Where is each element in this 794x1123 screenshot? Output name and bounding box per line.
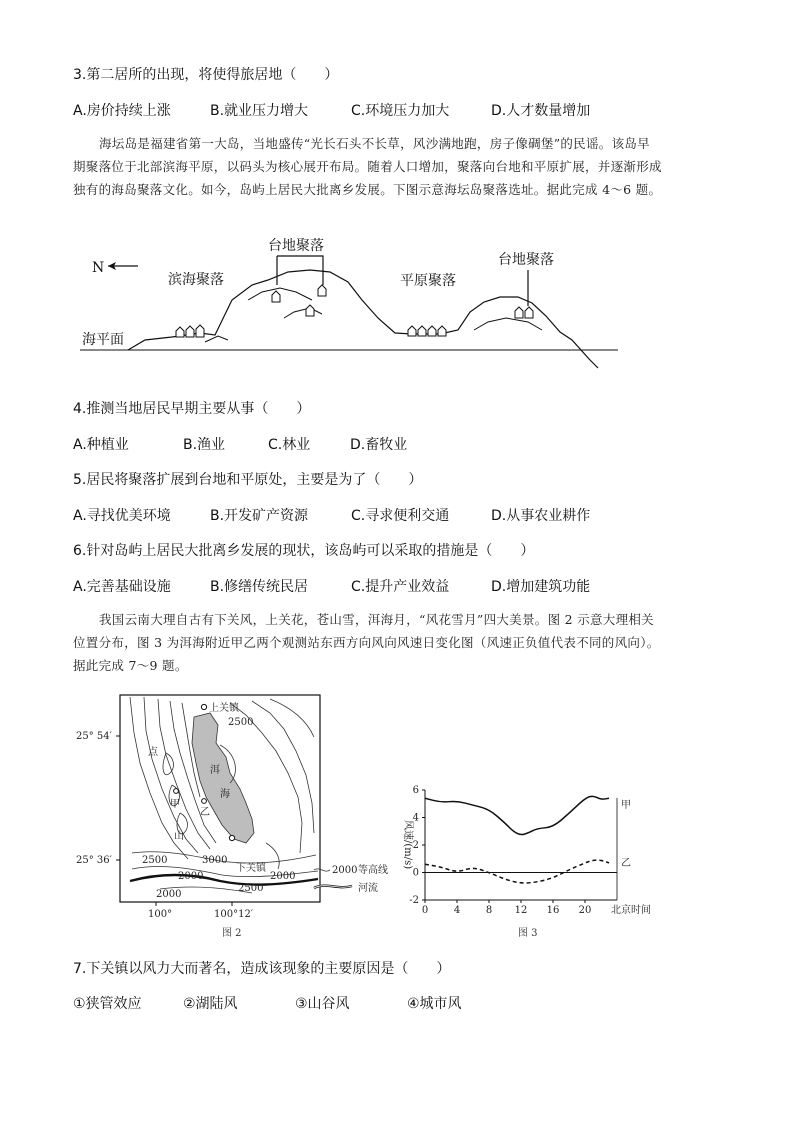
q4-stem: 4.推测当地居民早期主要从事（ ）	[73, 401, 311, 417]
terrain-ridge-3	[474, 318, 542, 330]
chart-xlabel: 北京时间	[611, 905, 651, 916]
lon-label-1: 100°	[148, 909, 173, 920]
station-jia-dot	[174, 789, 179, 794]
passage-haitan-line-1: 海坛岛是福建省第一大岛，当地盛传“光长石头不长草，风沙满地跑，房子像碉堡”的民谣。该岛早	[99, 136, 650, 151]
legend-contour-value: 2000	[332, 865, 358, 876]
q6-stem: 6.针对岛屿上居民大批离乡发展的现状，该岛屿可以采取的措施是（ ）	[73, 543, 535, 559]
q4-option-b[interactable]: B.渔业	[183, 437, 226, 453]
chart-ticks	[409, 785, 591, 916]
q3-option-c[interactable]: C.环境压力加大	[351, 103, 450, 119]
q6-option-a[interactable]: A.完善基础设施	[73, 579, 171, 595]
label-taidi-1: 台地聚落	[268, 238, 324, 254]
label-binhai: 滨海聚落	[168, 272, 224, 288]
houses-taidi-2	[515, 307, 533, 318]
q6-option-d[interactable]: D.增加建筑功能	[491, 579, 591, 595]
q6-option-c[interactable]: C.提升产业效益	[351, 579, 450, 595]
contour-3000: 3000	[202, 855, 228, 866]
passage-dali-line-1: 我国云南大理自古有下关风，上关花，苍山雪，洱海月，“风花雪月”四大美景。图 2 示意大理相关	[99, 612, 654, 627]
chart-series	[425, 796, 609, 883]
terrain-ridge-4	[205, 336, 228, 342]
contour-2000-a: 2000	[178, 871, 204, 882]
lon-label-2: 100°12′	[214, 909, 254, 920]
contour-2500-c: 2500	[238, 883, 264, 894]
contour-2500-b: 2500	[142, 855, 168, 866]
wind-speed-chart	[385, 780, 675, 925]
houses-binhai	[176, 325, 204, 337]
x-tick-label: 0	[421, 905, 429, 916]
series-line-jia	[425, 796, 609, 834]
q4-option-a[interactable]: A.种植业	[73, 437, 129, 453]
label-sea-level: 海平面	[82, 332, 124, 348]
q5-stem: 5.居民将聚落扩展到台地和平原处，主要是为了（ ）	[73, 472, 423, 488]
q3-option-b[interactable]: B.就业压力增大	[210, 103, 309, 119]
houses-taidi-1	[272, 285, 326, 316]
q3-stem: 3.第二居所的出现，将使得旅居地（ ）	[73, 67, 339, 83]
passage-dali	[73, 608, 723, 677]
station-jia-label: 甲	[170, 799, 180, 810]
passage-dali-line-2: 位置分布，图 3 为洱海附近甲乙两个观测站东西方向风向风速日变化图（风速正负值代表不同的风向）。	[73, 635, 660, 650]
dali-map	[70, 693, 330, 938]
label-pingyuan: 平原聚落	[400, 273, 456, 289]
legend-river-label: 河流	[358, 883, 378, 894]
q5-option-b[interactable]: B.开发矿产资源	[210, 508, 309, 524]
station-yi-label: 乙	[200, 807, 210, 818]
q7-option-3[interactable]: ③山谷风	[295, 996, 350, 1012]
x-tick-label: 16	[546, 905, 560, 916]
fig3-caption: 图 3	[518, 928, 538, 939]
station-yi-dot	[202, 799, 207, 804]
x-tick-label: 20	[578, 905, 592, 916]
y-tick-label: 0	[412, 867, 419, 879]
y-tick-label: -2	[409, 895, 419, 906]
x-tick-label: 8	[485, 905, 493, 916]
lat-label-1: 25° 54′	[76, 731, 112, 742]
lake-char-1: 洱	[210, 765, 220, 776]
q3-option-a[interactable]: A.房价持续上涨	[73, 103, 171, 119]
q6-option-b[interactable]: B.修缮传统民居	[210, 579, 309, 595]
passage-haitan	[73, 132, 723, 201]
q7-option-2[interactable]: ②湖陆风	[183, 996, 238, 1012]
fig2-caption: 图 2	[222, 928, 242, 939]
q4-option-c[interactable]: C.林业	[268, 437, 311, 453]
cangshan-char-2: 山	[174, 831, 184, 842]
label-taidi-2: 台地聚落	[498, 252, 554, 268]
shangguan-town-dot	[201, 704, 206, 709]
y-tick-label: 6	[412, 785, 419, 796]
cangshan-char-1: 点	[148, 747, 158, 758]
passage-haitan-line-2: 期聚落位于北部滨海平原，以码头为核心展开布局。随着人口增加，聚落向台地和平原扩展，并逐渐形成	[73, 159, 662, 174]
chart-ylabel: 风速/(m/s)	[402, 820, 413, 870]
shangguan-label: 上关镇	[209, 703, 239, 714]
xiaguan-label: 下关镇	[236, 863, 266, 874]
legend-contour-symbol	[314, 869, 330, 871]
y-tick-label: 2	[412, 840, 419, 851]
contour-2000-b: 2000	[156, 889, 182, 900]
q7-option-1[interactable]: ①狭管效应	[73, 996, 142, 1012]
passage-haitan-line-3: 独有的海岛聚落文化。如今，岛屿上居民大批离乡发展。下图示意海坛岛聚落选址。据此完成 4～6 题。	[73, 182, 662, 197]
x-tick-label: 4	[453, 905, 461, 916]
terrain-ridge-2	[284, 308, 322, 318]
series-line-yi	[425, 860, 609, 883]
series-label-jia: 甲	[621, 800, 631, 811]
q5-option-d[interactable]: D.从事农业耕作	[491, 508, 591, 524]
passage-dali-line-3: 据此完成 7～9 题。	[73, 658, 188, 673]
series-label-yi: 乙	[621, 858, 631, 869]
xiaguan-town-dot	[229, 835, 234, 840]
contour-2500-a: 2500	[228, 717, 254, 728]
q4-option-d[interactable]: D.畜牧业	[350, 437, 408, 453]
north-label: N	[92, 260, 105, 276]
contour-2000-c: 2000	[270, 871, 296, 882]
lat-label-2: 25° 36′	[76, 855, 112, 866]
q7-stem: 7.下关镇以风力大而著名，造成该现象的主要原因是（ ）	[73, 961, 451, 977]
x-tick-label: 12	[514, 905, 528, 916]
legend-contour-label: 等高线	[358, 865, 388, 876]
island-settlement-diagram	[0, 225, 794, 385]
q5-option-a[interactable]: A.寻找优美环境	[73, 508, 171, 524]
q7-option-4[interactable]: ④城市风	[407, 996, 462, 1012]
q5-option-c[interactable]: C.寻求便利交通	[351, 508, 450, 524]
y-tick-label: 4	[412, 812, 419, 824]
q3-option-d[interactable]: D.人才数量增加	[491, 103, 591, 119]
lake-char-2: 海	[220, 789, 230, 800]
